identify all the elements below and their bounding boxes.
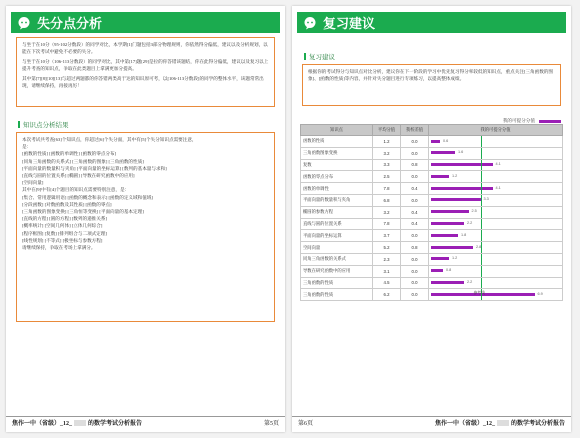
knowledge-point-name: 复数 [301, 159, 373, 171]
bar-value-label: 1.6 [458, 150, 464, 155]
table-header-row [301, 125, 563, 136]
knowledge-point-name: 同角三角函数的关系式 [301, 253, 373, 265]
knowledge-point-name: 三角函数的性质 [301, 277, 373, 289]
intro-box [16, 37, 275, 107]
footer-page-number: 第6页 [298, 421, 314, 427]
page-footer [6, 416, 285, 428]
table-row [301, 159, 563, 171]
average-score: 4.5 [373, 277, 401, 289]
average-score: 5.2 [373, 242, 401, 254]
heading-accent [304, 53, 306, 60]
analysis-line: [集合、常用逻辑用语] [函数的概念和表示] [函数的定义域和值域] [22, 194, 153, 200]
column-header: 平均分值 [373, 125, 401, 136]
analysis-line: [函数的性质] [函数的单调性] [函数的零点分布] [22, 151, 117, 157]
table-row [301, 206, 563, 218]
table-row [301, 289, 563, 301]
heading-accent [18, 121, 20, 128]
legend-swatch [539, 120, 561, 123]
knowledge-point-name: 函数的单调性 [301, 183, 373, 195]
reference-line-segment [481, 266, 482, 277]
chat-bubble-icon [17, 16, 31, 30]
analysis-line: [直线与圆的位置关系] [椭圆] [导数在研究函数中的应用] [22, 173, 135, 179]
average-score: 3.7 [373, 230, 401, 242]
bar-cell [429, 242, 563, 254]
score-bar [431, 151, 455, 154]
bar-value-label: 6.9 [537, 291, 543, 296]
bar-value-label: 0.8 [446, 268, 452, 273]
table-row [301, 136, 563, 148]
footer-title: 的数学考试分析报告 [88, 421, 143, 427]
footer-school: 焦作一中（省级）_12_ [12, 421, 73, 427]
bar-value-label: 3.3 [483, 197, 489, 202]
footer-title: 的数学考试分析报告 [510, 421, 565, 427]
section-banner [297, 12, 566, 33]
school-difference: 0.8 [401, 159, 429, 171]
reference-line-segment [481, 136, 482, 147]
knowledge-point-name: 平面向量的数量积与夹角 [301, 194, 373, 206]
knowledge-point-name: 三角函数图象变换 [301, 147, 373, 159]
average-score: 7.8 [373, 183, 401, 195]
section-heading-text: 知识点分析结果 [23, 122, 69, 129]
bar-cell [429, 218, 563, 230]
bar-cell [429, 171, 563, 183]
analysis-box [16, 132, 275, 322]
bar-cell [429, 265, 563, 277]
bar-value-label: 1.8 [461, 232, 467, 237]
average-score: 3.2 [373, 206, 401, 218]
bar-value-label: 0.6 [443, 138, 449, 143]
bar-value-label: 2.5 [471, 209, 477, 214]
score-bar [431, 140, 440, 143]
table-row [301, 277, 563, 289]
table-row [301, 147, 563, 159]
score-bar [431, 281, 464, 284]
table-row [301, 253, 563, 265]
bar-value-label: 1.2 [452, 256, 458, 261]
score-bar [431, 257, 449, 260]
bar-value-label: 4.1 [495, 162, 501, 167]
section-heading [304, 52, 335, 61]
footer-page-number: 第5页 [263, 421, 279, 427]
knowledge-point-name: 空间向量 [301, 242, 373, 254]
table-row [301, 230, 563, 242]
bar-cell [429, 277, 563, 289]
score-bar [431, 198, 481, 201]
reference-line-segment [481, 207, 482, 218]
banner-title: 复习建议 [323, 16, 376, 31]
advice-box [302, 64, 561, 106]
school-difference: 0.0 [401, 277, 429, 289]
banner-title: 失分点分析 [37, 16, 103, 31]
column-header: 我的可提分分值 [429, 125, 563, 136]
knowledge-point-name: 函数的性质 [301, 136, 373, 148]
advice-text: 根据你的考试得分与知识点对比分析，建议你在下一阶段的学习中优先复习得分率较低的知识点，重点关注[三角函数的图象]、[函数的性质]等内容，并针对失分题目进行专项练习，以提高整体成绩。 [308, 69, 554, 82]
bar-cell [429, 230, 563, 242]
bar-value-label: 4.1 [495, 185, 501, 190]
analysis-line: 请继续保持，争取在考场上拿满分。 [22, 245, 96, 251]
school-difference: 0.0 [401, 147, 429, 159]
analysis-line: [三角函数的图象变换] [三角恒等变换] [平面向量的基本定理] [22, 209, 144, 215]
bar-cell [429, 147, 563, 159]
report-page-6 [292, 6, 571, 432]
analysis-line: [平面向量的数量积与夹角] [平面向量的坐标运算] [数列的基本量与求和] [22, 165, 167, 171]
score-bar [431, 187, 493, 190]
reference-line-segment [481, 278, 482, 289]
bar-cell [429, 183, 563, 195]
section-heading [18, 120, 69, 129]
section-heading-text: 复习建议 [309, 54, 335, 61]
page-footer [292, 416, 571, 428]
average-score: 3.2 [373, 147, 401, 159]
average-score: 1.2 [373, 136, 401, 148]
school-difference: 0.0 [401, 171, 429, 183]
table-row [301, 265, 563, 277]
reference-line-segment [481, 242, 482, 253]
analysis-line: [线性规划] [不等式] [极坐标与参数方程] [22, 237, 103, 243]
school-difference: 0.0 [401, 289, 429, 301]
table-row [301, 194, 563, 206]
analysis-line: 本次考试共考查[63]个知识点，你超过[6]个失分面，其中有[5]个失分知识点需要注意， [22, 137, 197, 142]
analysis-line: [直线的方程] [圆的方程] [数列的递推关系] [22, 216, 107, 222]
footer-school: 焦作一中（省级）_12_ [434, 421, 495, 427]
average-score: 2.5 [373, 171, 401, 183]
average-score: 7.8 [373, 218, 401, 230]
school-difference: 0.0 [401, 253, 429, 265]
bar-cell [429, 194, 563, 206]
average-score: 6.8 [373, 194, 401, 206]
bar-value-label: 2.2 [467, 221, 473, 226]
reference-line-label: 参考线 [473, 291, 485, 295]
intro-paragraph: 与坐于在10分（95-102分数段）的同学对比，本学期[1]门题包括3部分物理规则，你依然得分偏低，建议以及分析规划，以能在下次考试中避免不必要的失分。 [22, 42, 268, 55]
table-row [301, 218, 563, 230]
school-difference: 0.4 [401, 183, 429, 195]
redacted-name [74, 420, 86, 426]
score-bar [431, 269, 443, 272]
school-difference: 0.4 [401, 206, 429, 218]
score-bar [431, 246, 473, 249]
reference-line-segment [481, 148, 482, 159]
knowledge-point-name: 导数在研究函数中的应用 [301, 265, 373, 277]
redacted-name [497, 420, 509, 426]
reference-line-segment [481, 195, 482, 206]
table-row [301, 183, 563, 195]
school-difference: 0.0 [401, 265, 429, 277]
knowledge-point-name: 函数的零点分布 [301, 171, 373, 183]
score-bar [431, 234, 458, 237]
analysis-line: 其中在[9]中有[4]个题目的知识点需要特别注意，是： [22, 187, 130, 193]
analysis-line: [程序框图] [复数] [排列组合与二项式定理] [22, 230, 107, 236]
column-header: 我校差值 [401, 125, 429, 136]
section-banner [11, 12, 280, 33]
knowledge-point-name: 三角函数的性质 [301, 289, 373, 301]
table-row [301, 242, 563, 254]
average-score: 3.1 [373, 265, 401, 277]
bar-value-label: 2.2 [467, 280, 473, 285]
analysis-line: [概率统计] [空间几何体] [立体几何综合] [22, 223, 103, 229]
analysis-line: 是： [22, 144, 32, 150]
school-difference: 0.0 [401, 194, 429, 206]
table-row [301, 171, 563, 183]
bar-value-label: 1.2 [452, 173, 458, 178]
reference-line-segment [481, 254, 482, 265]
average-score: 6.2 [373, 289, 401, 301]
bar-value-label: 2.8 [476, 244, 482, 249]
knowledge-point-name: 直线与圆的位置关系 [301, 218, 373, 230]
score-bar [431, 210, 469, 213]
intro-paragraph: 其中第[7][8][10][13]与超过两题都的你答错两类高于达的知识原可考，以[106-113分数段]的同学的整体水平，该题常常出现，请继续保持，再接再厉！ [22, 75, 264, 89]
average-score: 3.3 [373, 159, 401, 171]
reference-line-segment [481, 171, 482, 182]
chat-bubble-icon [303, 16, 317, 30]
analysis-line: [分段函数] [对数函数及其性质] [函数的零点] [22, 201, 112, 207]
reference-line-segment [481, 219, 482, 230]
school-difference: 0.0 [401, 136, 429, 148]
bar-cell [429, 206, 563, 218]
column-header: 知识点 [301, 125, 373, 136]
knowledge-point-chart [300, 124, 562, 301]
knowledge-point-name: 平面向量的坐标运算 [301, 230, 373, 242]
analysis-line: [同角三角函数的关系式] [三角函数的图象] [三角函数的性质] [22, 158, 144, 164]
school-difference: 0.0 [401, 230, 429, 242]
bar-cell [429, 136, 563, 148]
legend-label: 我的可提分分值 [502, 118, 535, 123]
reference-line-segment [481, 230, 482, 241]
score-bar [431, 163, 493, 166]
average-score: 2.3 [373, 253, 401, 265]
score-bar [431, 175, 449, 178]
bar-cell [429, 253, 563, 265]
reference-line-segment [481, 160, 482, 171]
reference-line-segment [481, 183, 482, 194]
school-difference: 0.4 [401, 218, 429, 230]
knowledge-point-name: 椭圆的参数方程 [301, 206, 373, 218]
bar-cell [429, 289, 563, 301]
report-page-5 [6, 6, 285, 432]
intro-paragraph: 与坐于在10分（106-113分数段）的同学对比，其中第[17]题[29]是拉的你答错该题结，你在此得分偏低，建议以及复习以上提升考查的知识点，争取在此类题目上拿满更加分提高。 [22, 58, 269, 72]
score-bar [431, 222, 464, 225]
school-difference: 0.8 [401, 242, 429, 254]
analysis-line: [空间向量] [22, 180, 44, 186]
bar-cell [429, 159, 563, 171]
stats-table [300, 124, 563, 301]
